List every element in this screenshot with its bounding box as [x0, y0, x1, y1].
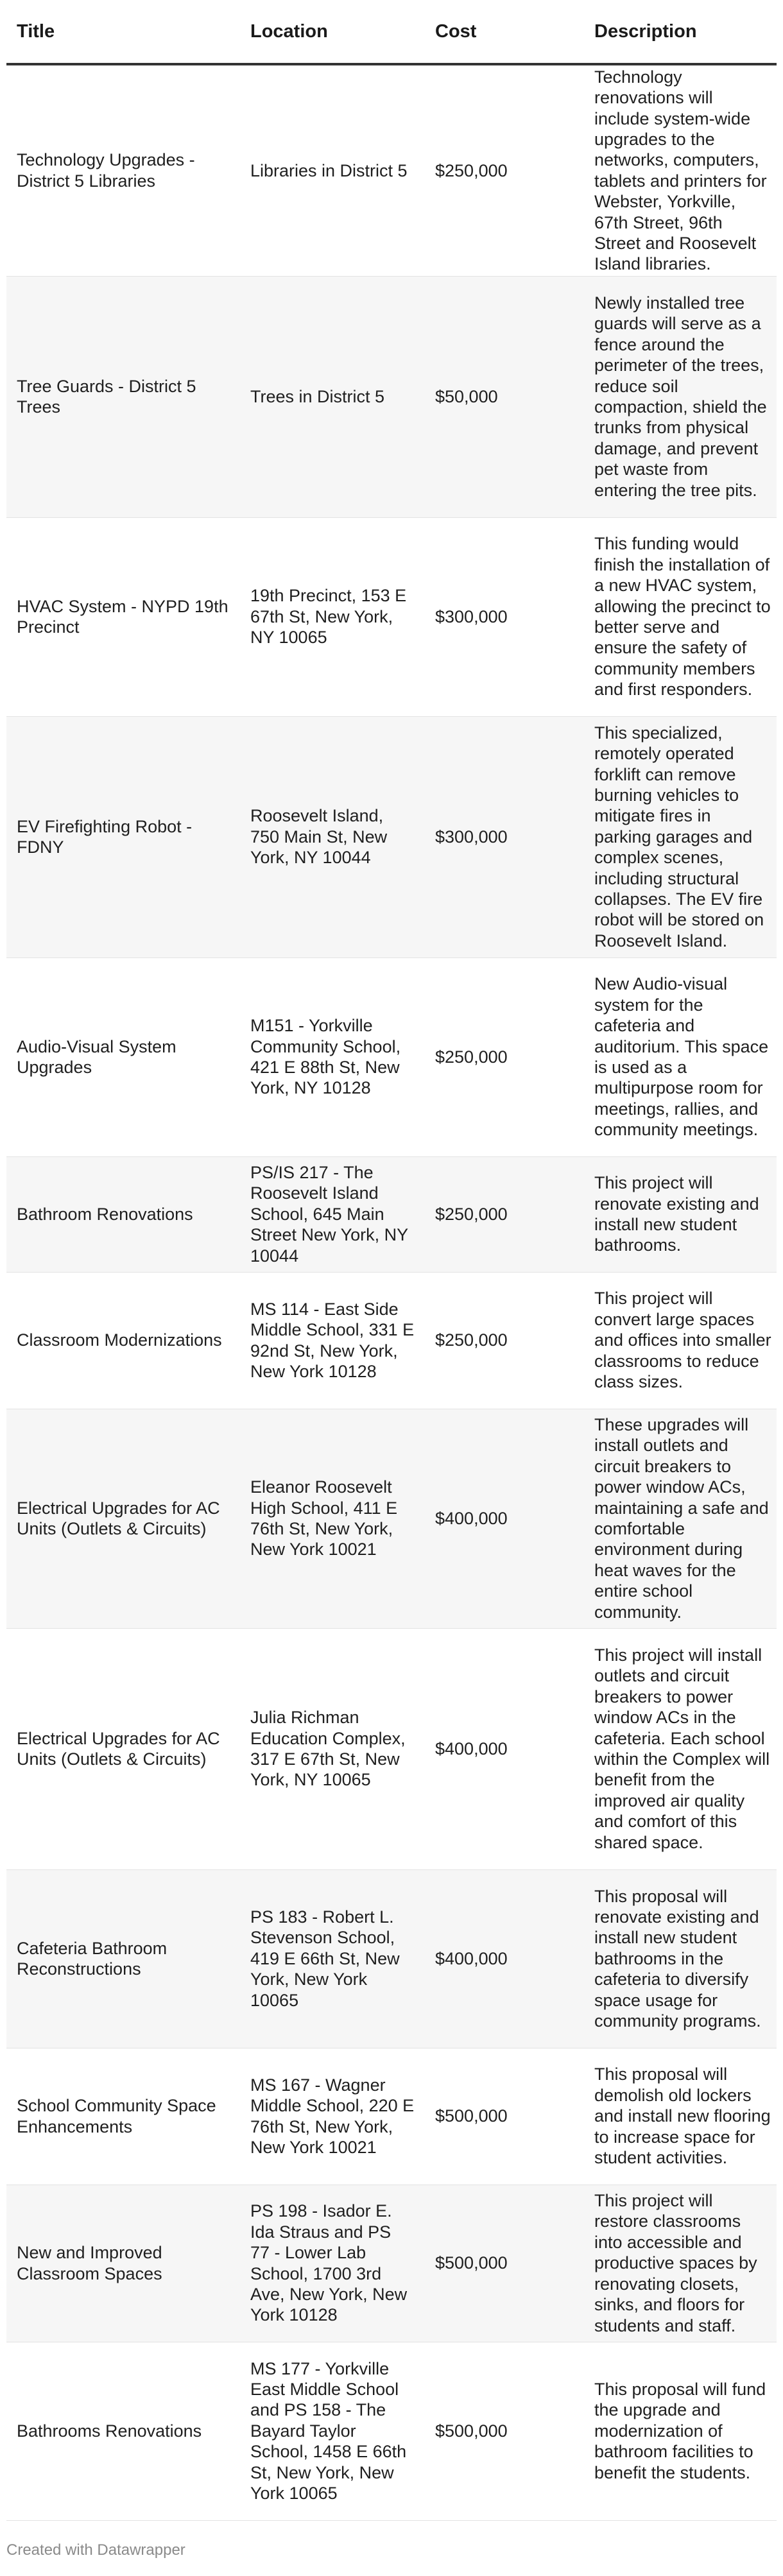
cell-description: This project will renovate existing and install new student bathrooms.: [584, 1156, 777, 1272]
table-header-row: [6, 0, 777, 64]
table-row: [6, 276, 777, 517]
cell-location: MS 167 - Wagner Middle School, 220 E 76th St, New York, New York 10021: [240, 2048, 425, 2185]
cell-location: MS 177 - Yorkville East Middle School and PS 158 - The Bayard Taylor School, 1458 E 66th St, New York, New York 10065: [240, 2342, 425, 2520]
cell-description: This funding would finish the installation of a new HVAC system, allowing the precinct to better serve and ensure the safety of community members and first responders.: [584, 517, 777, 716]
column-header-title[interactable]: Title: [6, 0, 240, 64]
column-header-description[interactable]: Description: [584, 0, 777, 64]
cell-cost: $500,000: [425, 2048, 584, 2185]
cell-location: Roosevelt Island, 750 Main St, New York, NY 10044: [240, 716, 425, 957]
cell-description: New Audio-visual system for the cafeteria and auditorium. This space is used as a multipurpose room for meetings, rallies, and community meetings.: [584, 957, 777, 1156]
cell-description: Technology renovations will include system-wide upgrades to the networks, computers, tablets and printers for Webster, Yorkville, 67th Street, 96th Street and Roosevelt Island libraries.: [584, 64, 777, 276]
cell-title: New and Improved Classroom Spaces: [6, 2185, 240, 2342]
cell-cost: $300,000: [425, 517, 584, 716]
cell-description: This project will install outlets and circuit breakers to power window ACs in the cafeteria. Each school within the Complex will benefit from the improved air quality and comfort of this shared space.: [584, 1628, 777, 1869]
cell-location: M151 - Yorkville Community School, 421 E 88th St, New York, NY 10128: [240, 957, 425, 1156]
cell-location: PS/IS 217 - The Roosevelt Island School, 645 Main Street New York, NY 10044: [240, 1156, 425, 1272]
table-row: [6, 1272, 777, 1409]
table-row: [6, 1156, 777, 1272]
cell-cost: $500,000: [425, 2185, 584, 2342]
cell-location: Eleanor Roosevelt High School, 411 E 76th St, New York, New York 10021: [240, 1409, 425, 1628]
cell-description: Newly installed tree guards will serve as a fence around the perimeter of the trees, reduce soil compaction, shield the trunks from physical damage, and prevent pet waste from entering the tree pits.: [584, 276, 777, 517]
table-row: [6, 2048, 777, 2185]
cell-location: PS 198 - Isador E. Ida Straus and PS 77 - Lower Lab School, 1700 3rd Ave, New York, New York 10128: [240, 2185, 425, 2342]
cell-title: Audio-Visual System Upgrades: [6, 957, 240, 1156]
cell-cost: $250,000: [425, 1272, 584, 1409]
table-row: [6, 957, 777, 1156]
cell-title: School Community Space Enhancements: [6, 2048, 240, 2185]
cell-location: Libraries in District 5: [240, 64, 425, 276]
cell-description: This project will convert large spaces and offices into smaller classrooms to reduce class sizes.: [584, 1272, 777, 1409]
column-header-location[interactable]: Location: [240, 0, 425, 64]
cell-cost: $400,000: [425, 1869, 584, 2048]
projects-table-container: [6, 0, 777, 2521]
cell-location: Julia Richman Education Complex, 317 E 67th St, New York, NY 10065: [240, 1628, 425, 1869]
cell-cost: $300,000: [425, 716, 584, 957]
cell-title: HVAC System - NYPD 19th Precinct: [6, 517, 240, 716]
table-row: [6, 1628, 777, 1869]
cell-cost: $400,000: [425, 1409, 584, 1628]
cell-title: Electrical Upgrades for AC Units (Outlets & Circuits): [6, 1628, 240, 1869]
cell-description: This specialized, remotely operated forklift can remove burning vehicles to mitigate fires in parking garages and complex scenes, including structural collapses. The EV fire robot will be stored on Roosevelt Island.: [584, 716, 777, 957]
cell-title: Cafeteria Bathroom Reconstructions: [6, 1869, 240, 2048]
datawrapper-credit[interactable]: Created with Datawrapper: [6, 2541, 185, 2559]
cell-cost: $500,000: [425, 2342, 584, 2520]
cell-title: Electrical Upgrades for AC Units (Outlets & Circuits): [6, 1409, 240, 1628]
cell-description: This proposal will renovate existing and install new student bathrooms in the cafeteria to diversify space usage for community programs.: [584, 1869, 777, 2048]
cell-cost: $50,000: [425, 276, 584, 517]
cell-title: Tree Guards - District 5 Trees: [6, 276, 240, 517]
cell-title: EV Firefighting Robot - FDNY: [6, 716, 240, 957]
cell-cost: $250,000: [425, 1156, 584, 1272]
cell-title: Bathroom Renovations: [6, 1156, 240, 1272]
cell-description: This proposal will demolish old lockers and install new flooring to increase space for student activities.: [584, 2048, 777, 2185]
cell-cost: $250,000: [425, 957, 584, 1156]
cell-title: Classroom Modernizations: [6, 1272, 240, 1409]
table-row: [6, 2342, 777, 2520]
cell-description: This project will restore classrooms into accessible and productive spaces by renovating closets, sinks, and floors for students and staff.: [584, 2185, 777, 2342]
table-row: [6, 2185, 777, 2342]
column-header-cost[interactable]: Cost: [425, 0, 584, 64]
cell-cost: $250,000: [425, 64, 584, 276]
projects-table: [6, 0, 777, 2521]
table-row: [6, 1869, 777, 2048]
cell-description: This proposal will fund the upgrade and modernization of bathroom facilities to benefit the students.: [584, 2342, 777, 2520]
cell-location: MS 114 - East Side Middle School, 331 E 92nd St, New York, New York 10128: [240, 1272, 425, 1409]
cell-title: Technology Upgrades - District 5 Libraries: [6, 64, 240, 276]
table-row: [6, 1409, 777, 1628]
cell-location: PS 183 - Robert L. Stevenson School, 419 E 66th St, New York, New York 10065: [240, 1869, 425, 2048]
cell-location: 19th Precinct, 153 E 67th St, New York, NY 10065: [240, 517, 425, 716]
cell-cost: $400,000: [425, 1628, 584, 1869]
cell-description: These upgrades will install outlets and circuit breakers to power window ACs, maintaining a safe and comfortable environment during heat waves for the entire school community.: [584, 1409, 777, 1628]
table-row: [6, 716, 777, 957]
table-row: [6, 517, 777, 716]
cell-location: Trees in District 5: [240, 276, 425, 517]
table-row: [6, 64, 777, 276]
cell-title: Bathrooms Renovations: [6, 2342, 240, 2520]
